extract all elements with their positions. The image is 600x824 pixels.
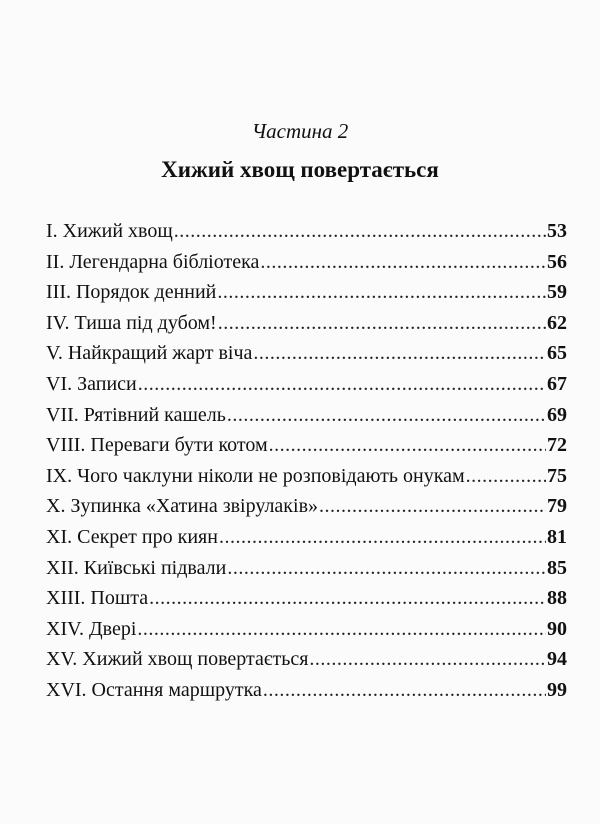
toc-entry-page: 67 <box>547 372 567 395</box>
dot-leader <box>269 430 546 460</box>
toc-entry <box>46 400 567 431</box>
toc-entry-title: XII. Київські підвали <box>46 556 227 579</box>
toc-entry <box>46 644 567 675</box>
dot-leader <box>309 644 546 674</box>
toc-entry-title: IV. Тиша під дубом! <box>46 311 217 334</box>
toc-entry <box>46 522 567 553</box>
toc-entry-title: VI. Записи <box>46 372 137 395</box>
part-label: Частина 2 <box>251 119 349 143</box>
toc-entry <box>46 216 567 247</box>
toc-entry-page: 85 <box>547 556 567 579</box>
toc-entry-title: VIII. Переваги бути котом <box>46 434 268 457</box>
toc-entry-title: X. Зупинка «Хатина звірулаків» <box>46 495 319 518</box>
dot-leader <box>260 247 546 277</box>
toc-entry-title: I. Хижий хвощ <box>46 220 173 242</box>
toc-entry-page: 75 <box>547 464 567 487</box>
toc-entry <box>46 461 567 492</box>
dot-leader <box>217 277 546 307</box>
toc-entry-page: 56 <box>547 250 567 273</box>
toc-entry-title: II. Легендарна бібліотека <box>46 250 260 273</box>
toc-entry <box>46 277 567 308</box>
dot-leader <box>219 522 546 552</box>
dot-leader <box>466 461 546 491</box>
toc-entry-title: IX. Чого чаклуни ніколи не розповідають онукам <box>46 464 465 487</box>
toc-entry-page: 72 <box>547 434 567 457</box>
toc-entry <box>46 369 567 400</box>
toc-entry-title: XV. Хижий хвощ повертається <box>46 648 309 671</box>
dot-leader <box>218 308 546 338</box>
toc-entry-title: XVI. Остання маршрутка <box>46 678 262 701</box>
toc-entry <box>46 491 567 522</box>
dot-leader <box>319 491 546 521</box>
toc-entry-page: 69 <box>547 403 567 426</box>
toc-entry <box>46 247 567 278</box>
toc-entry-title: XIII. Пошта <box>46 587 149 610</box>
toc-entry <box>46 675 567 706</box>
dot-leader <box>227 400 546 430</box>
dot-leader <box>253 338 546 368</box>
toc-entry <box>46 553 567 584</box>
toc-entry-page: 79 <box>547 495 567 518</box>
toc-entry-page: 88 <box>547 587 567 610</box>
dot-leader <box>174 216 546 246</box>
toc-entry-page: 53 <box>547 220 567 242</box>
toc-entry-title: XI. Секрет про киян <box>46 525 218 548</box>
table-of-contents <box>46 216 567 706</box>
toc-entry-page: 99 <box>547 678 567 701</box>
dot-leader <box>149 583 546 613</box>
toc-entry-page: 90 <box>547 617 567 640</box>
toc-entry-title: V. Найкращий жарт віча <box>46 342 253 365</box>
toc-entry-page: 62 <box>547 311 567 334</box>
toc-entry <box>46 583 567 614</box>
dot-leader <box>138 369 546 399</box>
toc-entry <box>46 338 567 369</box>
toc-entry-title: III. Порядок денний <box>46 281 217 304</box>
toc-entry-page: 81 <box>547 525 567 548</box>
toc-entry <box>46 308 567 339</box>
toc-entry-page: 65 <box>547 342 567 365</box>
toc-entry-title: XIV. Двері <box>46 617 137 640</box>
dot-leader <box>227 553 546 583</box>
toc-entry-title: VII. Рятівний кашель <box>46 403 226 426</box>
part-title: Хижий хвощ повертається <box>161 157 439 182</box>
toc-entry <box>46 614 567 645</box>
toc-entry-page: 94 <box>547 648 567 671</box>
dot-leader <box>263 675 546 705</box>
dot-leader <box>137 614 546 644</box>
toc-entry-page: 59 <box>547 281 567 304</box>
toc-entry <box>46 430 567 461</box>
